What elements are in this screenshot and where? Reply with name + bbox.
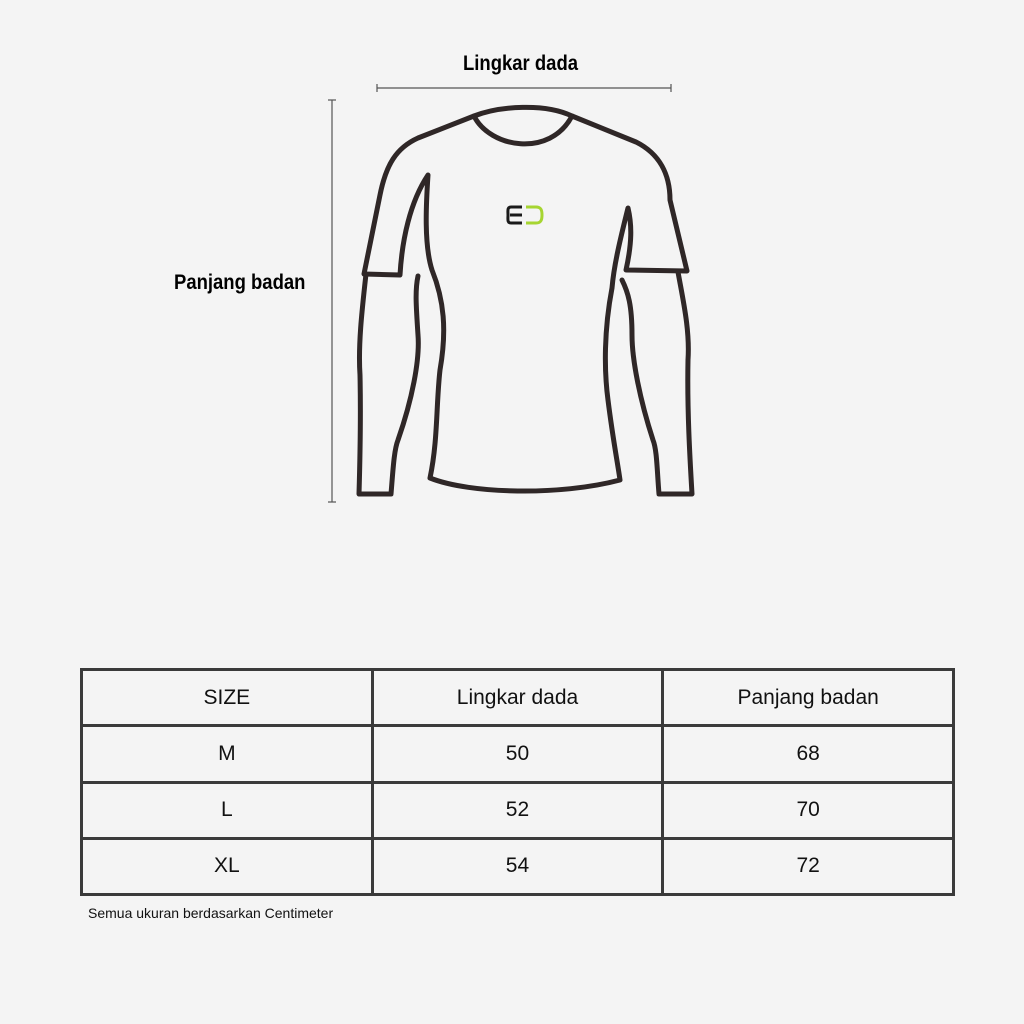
length-measure-line	[328, 100, 336, 502]
cell-chest: 54	[372, 838, 663, 894]
garment-outline	[359, 107, 692, 494]
chest-measure-label: Lingkar dada	[463, 52, 579, 75]
table-row	[82, 726, 954, 782]
cell-length: 72	[663, 838, 954, 894]
cell-chest: 52	[372, 782, 663, 838]
cell-size: XL	[82, 838, 373, 894]
cell-length: 68	[663, 726, 954, 782]
cell-size: M	[82, 726, 373, 782]
table-header-row	[82, 670, 954, 726]
table-row	[82, 838, 954, 894]
cell-length: 70	[663, 782, 954, 838]
table-row	[82, 782, 954, 838]
size-table	[80, 668, 955, 896]
measurement-note: Semua ukuran berdasarkan Centimeter	[88, 905, 334, 921]
chest-measure-line	[377, 84, 671, 92]
header-size: SIZE	[82, 670, 373, 726]
brand-logo	[508, 207, 542, 223]
header-length: Panjang badan	[663, 670, 954, 726]
header-chest: Lingkar dada	[372, 670, 663, 726]
cell-size: L	[82, 782, 373, 838]
length-measure-label: Panjang badan	[174, 271, 306, 294]
cell-chest: 50	[372, 726, 663, 782]
